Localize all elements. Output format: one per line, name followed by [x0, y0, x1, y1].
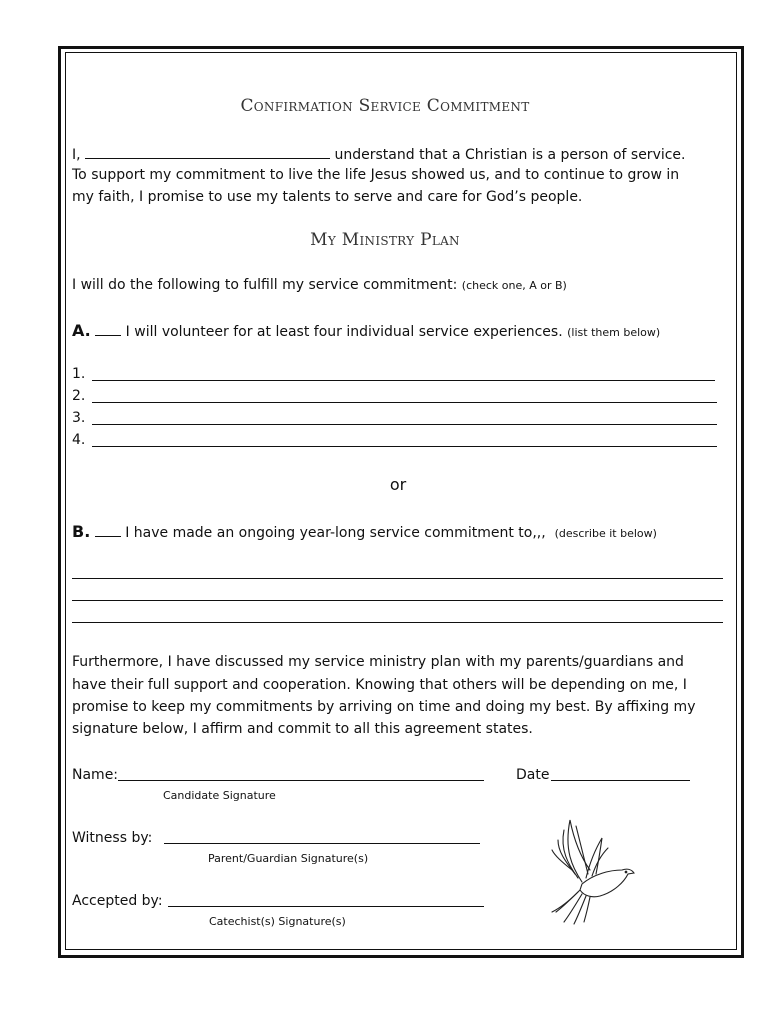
list-item-3-line[interactable]: [92, 424, 717, 425]
option-b-letter: B.: [72, 522, 91, 541]
closing-line-2: have their full support and cooperation. Knowing that others will be depending on me, I: [72, 677, 687, 693]
closing-line-1: Furthermore, I have discussed my service ministry plan with my parents/guardians and: [72, 654, 684, 670]
or-divider-text: or: [389, 475, 407, 494]
intro-prefix: I,: [72, 147, 81, 163]
form-title: Confirmation Service Commitment: [240, 96, 530, 116]
intro-line-1-rest: understand that a Christian is a person of service.: [334, 147, 686, 163]
name-signature-line[interactable]: [118, 780, 484, 781]
option-a-line: [72, 322, 660, 341]
dove-icon: [550, 812, 640, 927]
list-item-4-number: 4.: [72, 432, 86, 448]
list-item-4-line[interactable]: [92, 446, 717, 447]
name-label: Name:: [72, 767, 119, 783]
option-b-note: (describe it below): [554, 527, 657, 540]
witness-caption: Parent/Guardian Signature(s): [208, 852, 369, 865]
option-a-note: (list them below): [567, 326, 661, 339]
accepted-caption: Catechist(s) Signature(s): [209, 915, 346, 928]
closing-line-4: signature below, I affirm and commit to all this agreement states.: [72, 721, 533, 737]
instruction-note: (check one, A or B): [461, 279, 567, 292]
accepted-label: Accepted by:: [72, 893, 163, 909]
description-line-1[interactable]: [72, 578, 723, 579]
list-item-2-line[interactable]: [92, 402, 717, 403]
instruction-text: I will do the following to fulfill my service commitment:: [72, 277, 458, 293]
date-line[interactable]: [551, 780, 690, 781]
description-line-3[interactable]: [72, 622, 723, 623]
accepted-signature-line[interactable]: [168, 906, 484, 907]
intro-line-1: [72, 145, 686, 163]
candidate-name-blank[interactable]: [85, 145, 330, 159]
intro-line-2: To support my commitment to live the life Jesus showed us, and to continue to grow in: [72, 167, 680, 183]
option-a-text: I will volunteer for at least four individual service experiences.: [125, 324, 563, 340]
list-item-1-number: 1.: [72, 366, 86, 382]
option-b-text: I have made an ongoing year-long service commitment to,,,: [125, 525, 546, 541]
option-a-checkbox-blank[interactable]: [95, 322, 121, 336]
witness-label: Witness by:: [72, 830, 153, 846]
list-item-3-number: 3.: [72, 410, 86, 426]
date-label: Date: [516, 767, 550, 783]
description-line-2[interactable]: [72, 600, 723, 601]
list-item-2-number: 2.: [72, 388, 86, 404]
option-a-letter: A.: [72, 321, 91, 340]
option-b-line: [72, 523, 657, 542]
name-caption: Candidate Signature: [163, 789, 276, 802]
option-b-checkbox-blank[interactable]: [95, 523, 121, 537]
intro-line-3: my faith, I promise to use my talents to serve and care for God’s people.: [72, 189, 583, 205]
witness-signature-line[interactable]: [164, 843, 480, 844]
instruction-line: [72, 277, 567, 294]
list-item-1-line[interactable]: [92, 380, 715, 381]
closing-line-3: promise to keep my commitments by arriving on time and doing my best. By affixing my: [72, 699, 696, 715]
plan-heading: My Ministry Plan: [310, 230, 460, 250]
